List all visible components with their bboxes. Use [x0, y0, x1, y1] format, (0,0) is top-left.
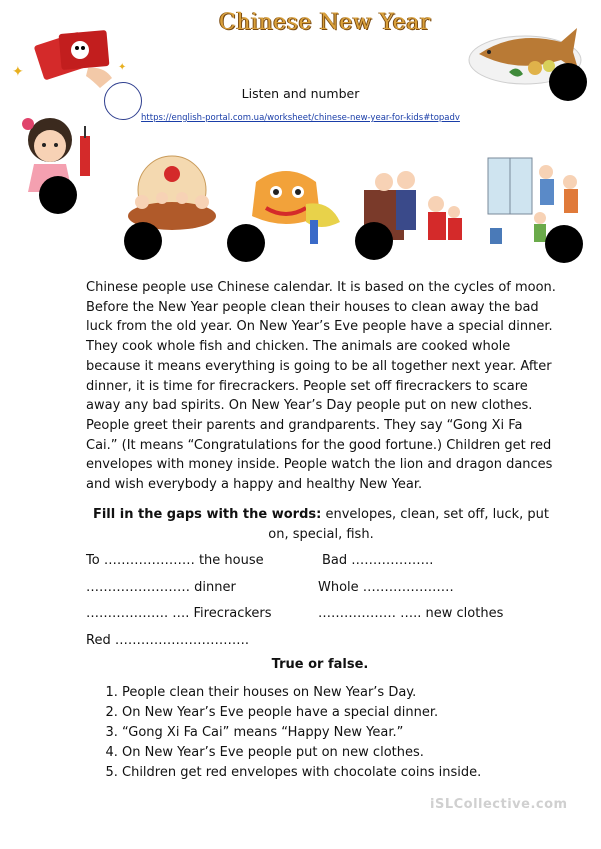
- gap-item[interactable]: Bad ……………….: [322, 553, 434, 568]
- gap-item[interactable]: Red ………………………….: [86, 633, 249, 648]
- fill-gaps-words: envelopes, clean, set off, luck, put on, special, fish.: [268, 507, 550, 542]
- instruction-listen: Listen and number: [241, 86, 360, 101]
- number-dot[interactable]: [227, 224, 265, 262]
- svg-text:✦: ✦: [12, 64, 24, 80]
- gap-item[interactable]: ………………. …. Firecrackers: [86, 606, 272, 621]
- fill-gaps-label: Fill in the gaps with the words:: [92, 507, 322, 522]
- number-dot[interactable]: [545, 225, 583, 263]
- gap-item[interactable]: ……………… ….. new clothes: [318, 606, 504, 621]
- list-item: 2. On New Year’s Eve people have a special dinner.: [122, 703, 481, 723]
- reading-passage: Chinese people use Chinese calendar. It is based on the cycles of moon. Before the New Year people clean their houses to clean away the bad luck from the old year. On New Year’s Eve people have a special dinner. They cook whole fish and chicken. The animals are cooked whole because it means everything is going to be all together next year. After dinner, it is time for firecrackers. People set off firecrackers to scare away any bad spirits. On New Year’s Day people put on new clothes. People greet their parents and grandparents. They say “Gong Xi Fa Cai.” (It means “Congratulations for the good fortune.) Children get red envelopes with money inside. People watch the lion and dragon dances and wish everybody a happy and healthy New Year.: [86, 280, 556, 493]
- list-item: 1. People clean their houses on New Year’s Day.: [122, 683, 481, 703]
- true-false-title: True or false.: [271, 657, 369, 672]
- fill-gaps-instruction: [86, 505, 556, 545]
- true-false-list: [86, 683, 481, 783]
- watermark: iSLCollective.com: [430, 797, 568, 812]
- source-link[interactable]: https://english-portal.com.ua/worksheet/chinese-new-year-for-kids#topadv: [141, 113, 460, 123]
- list-item: 3. “Gong Xi Fa Cai” means “Happy New Year.”: [122, 723, 481, 743]
- page-title: Chinese New Year: [219, 10, 431, 35]
- gap-item[interactable]: To ………………… the house: [86, 553, 264, 568]
- svg-text:✦: ✦: [118, 62, 127, 73]
- gap-item[interactable]: Whole …………………: [318, 580, 454, 595]
- number-dot[interactable]: [124, 222, 162, 260]
- list-item: 4. On New Year’s Eve people put on new clothes.: [122, 743, 481, 763]
- gap-item[interactable]: …………………… dinner: [86, 580, 236, 595]
- number-dot[interactable]: [39, 176, 77, 214]
- number-dot[interactable]: [355, 222, 393, 260]
- list-item: 5. Children get red envelopes with chocolate coins inside.: [122, 763, 481, 783]
